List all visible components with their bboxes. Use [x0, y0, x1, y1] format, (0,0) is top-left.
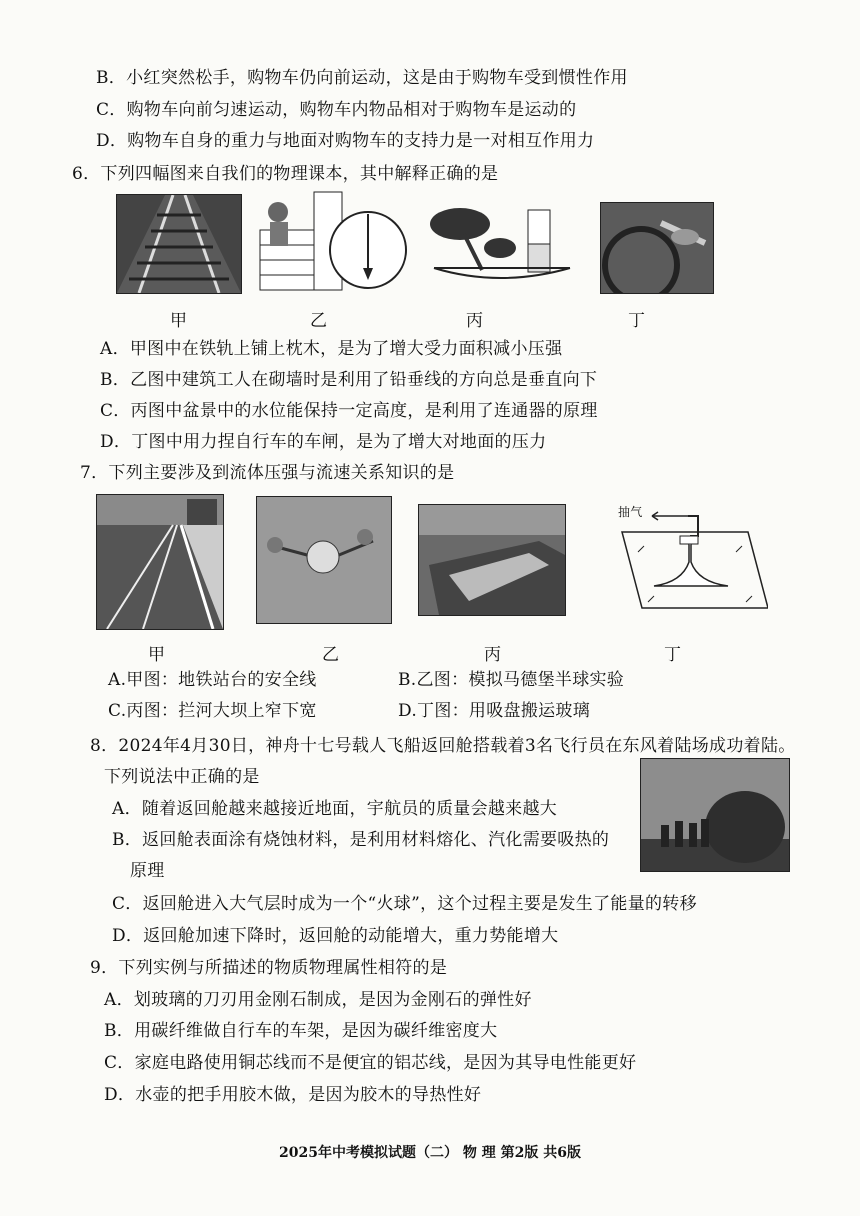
q6-figure-bing-bonsai — [426, 204, 574, 290]
q6-option-b: B．乙图中建筑工人在砌墙时是利用了铅垂线的方向总是垂直向下 — [100, 370, 598, 390]
q6-caption-ding: 丁 — [628, 311, 645, 331]
q9-option-c: C．家庭电路使用铜芯线而不是便宜的铝芯线，是因为其导电性能更好 — [104, 1053, 637, 1073]
q6-option-d: D．丁图中用力捏自行车的车闸，是为了增大对地面的压力 — [100, 432, 547, 452]
q8-stem-2: 下列说法中正确的是 — [104, 767, 260, 787]
q7-figure-yi-magdeburg-hemispheres — [256, 496, 392, 624]
q6-figure-jia-railway-photo — [116, 194, 242, 294]
q9-option-b: B．用碳纤维做自行车的车架，是因为碳纤维密度大 — [104, 1021, 498, 1041]
q5-option-c: C．购物车向前匀速运动，购物车内物品相对于购物车是运动的 — [96, 100, 577, 120]
q8-option-d: D．返回舱加速下降时，返回舱的动能增大，重力势能增大 — [112, 926, 559, 946]
q6-figure-yi-plumb-line — [258, 190, 408, 294]
q7-option-d: D.丁图：用吸盘搬运玻璃 — [398, 701, 591, 721]
q8-option-c: C．返回舱进入大气层时成为一个“火球”，这个过程主要是发生了能量的转移 — [112, 894, 697, 914]
q8-option-a: A．随着返回舱越来越接近地面，宇航员的质量会越来越大 — [112, 799, 558, 819]
q5-option-d: D．购物车自身的重力与地面对购物车的支持力是一对相互作用力 — [96, 131, 595, 151]
q7-option-a: A.甲图：地铁站台的安全线 — [108, 670, 317, 690]
q6-caption-yi: 乙 — [310, 311, 327, 331]
q7-caption-jia: 甲 — [148, 645, 165, 665]
q7-figure-bing-dam — [418, 504, 566, 616]
q6-caption-bing: 丙 — [466, 311, 483, 331]
q7-option-c: C.丙图：拦河大坝上窄下宽 — [108, 701, 317, 721]
q8-option-b-continued: 原理 — [130, 861, 165, 881]
q6-caption-jia: 甲 — [170, 311, 187, 331]
q6-stem: 6．下列四幅图来自我们的物理课本，其中解释正确的是 — [72, 164, 499, 184]
q5-option-b: B．小红突然松手，购物车仍向前运动，这是由于购物车受到惯性作用 — [96, 68, 628, 88]
q9-option-a: A．划玻璃的刀刃用金刚石制成，是因为金刚石的弹性好 — [104, 990, 532, 1010]
q6-option-a: A．甲图中在铁轨上铺上枕木，是为了增大受力面积减小压强 — [100, 339, 563, 359]
q7-stem: 7．下列主要涉及到流体压强与流速关系知识的是 — [80, 463, 455, 483]
q7-pump-label: 抽气 — [618, 505, 643, 519]
q8-figure-return-capsule-photo — [640, 758, 790, 872]
q7-option-b: B.乙图：模拟马德堡半球实验 — [398, 670, 625, 690]
q7-caption-bing: 丙 — [484, 645, 501, 665]
q7-caption-ding: 丁 — [664, 645, 681, 665]
q6-figure-ding-bicycle-brake — [600, 202, 714, 294]
q9-stem: 9．下列实例与所描述的物质物理属性相符的是 — [90, 958, 448, 978]
q8-stem: 8．2024年4月30日，神舟十七号载人飞船返回舱搭载着3名飞行员在东风着陆场成功着陆。 — [90, 736, 796, 756]
q9-option-d: D．水壶的把手用胶木做，是因为胶木的导热性好 — [104, 1085, 482, 1105]
q8-option-b: B．返回舱表面涂有烧蚀材料，是利用材料熔化、汽化需要吸热的 — [112, 830, 610, 850]
q7-figure-ding-suction-cup-glass — [618, 508, 768, 614]
q6-option-c: C．丙图中盆景中的水位能保持一定高度，是利用了连通器的原理 — [100, 401, 598, 421]
page-footer: 2025年中考模拟试题（二） 物 理 第2版 共6版 — [279, 1145, 581, 1161]
q7-figure-jia-subway-platform — [96, 494, 224, 630]
q7-caption-yi: 乙 — [322, 645, 339, 665]
